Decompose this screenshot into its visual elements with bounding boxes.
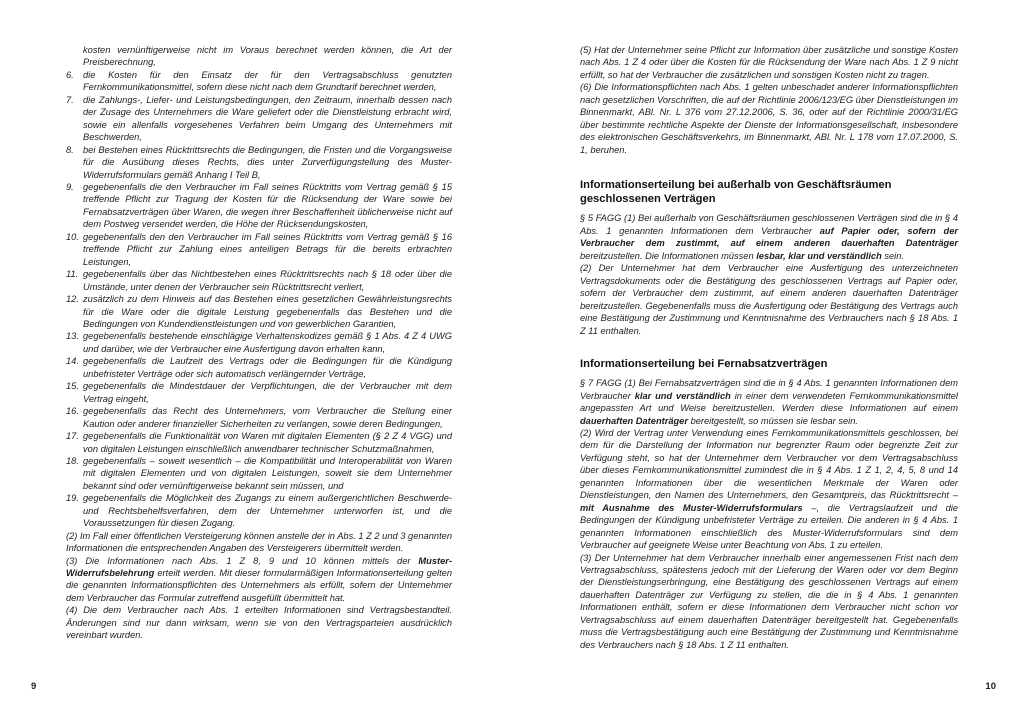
list-item	[66, 455, 452, 492]
s5-bold-b: auf Papier oder, sofern der Verbraucher dem zustimmt, auf einem anderen dauerhaften Datenträger	[580, 225, 959, 249]
list-item-number: 14.	[66, 356, 79, 367]
paragraph-2: (2) Im Fall einer öffentlichen Versteigerung können anstelle der in Abs. 1 Z 2 und 3 genannten Informationen die entsprechenden Angaben des Versteigerers übermittelt werden.	[66, 530, 452, 554]
s7-1-bold-b: klar und verständlich	[634, 390, 731, 401]
paragraph-3-text-c: erteilt werden. Mit dieser formularmäßigen Informationserteilung gelten die genannten Informationspflichten des Unternehmers als erfüllt, sofern der Unternehmer dem Verbraucher das Formular zutreffend ausgefüllt übermittelt hat.	[66, 568, 452, 603]
list-item-text: zusätzlich zu dem Hinweis auf das Bestehen eines gesetzlichen Gewährleistungsrechts für die Ware oder die digitale Leistung gegebenenfalls das Bestehen und die Bedingungen von Kundendienstleistungen und von gewerblichen Garantien,	[83, 294, 452, 329]
list-item-text: gegebenenfalls den den Verbraucher im Fall seines Rücktritts vom Vertrag gemäß § 16 treffende Pflicht zur Zahlung eines anteiligen Betrags für die bereits erbrachten Leistungen,	[83, 231, 452, 267]
paragraph-6: (6) Die Informationspflichten nach Abs. 1 gelten unbeschadet anderer Informationspflichten nach gesetzlichen Vorschriften, die auf der Richtlinie 2006/123/EG über Dienstleistungen im Binnenmarkt, ABl. Nr. L 376 vom 27.12.2006, S. 36, oder auf der Richtlinie 2000/31/EG über bestimmte rechtliche Aspekte der Dienste der Informationsgesellschaft, insbesondere des elektronischen Geschäftsverkehrs, im Binnenmarkt, ABl. Nr. L 178 vom 17.07.2000, S. 1, beruhen.	[580, 82, 958, 155]
section-7-paragraph-2	[580, 427, 958, 552]
list-item-number: 15.	[66, 381, 79, 392]
information-list	[66, 69, 452, 530]
s7-2-text-c: –, die Vertragslaufzeit und die Bedingungen der Kündigung unbefristeter Verträge zu erteilen. Die anderen in § 4 Abs. 1 genannten Informationen einschließlich des Muster-Widerrufsformulars sind dem Verbraucher auf geeignete Weise unter Beachtung von Abs. 1 zu erteilen.	[580, 502, 958, 551]
paragraph-4: (4) Die dem Verbraucher nach Abs. 1 erteilten Informationen sind Vertragsbestandteil. Änderungen sind nur dann wirksam, wenn sie von den Vertragsparteien ausdrücklich vereinbart wurden.	[66, 605, 452, 641]
s7-1-text-c: in einer dem verwendeten Fernkommunikationsmittel angepassten Art und Weise bereitzustellen. Werden diese Informationen auf einem	[580, 390, 958, 414]
paragraph-3	[66, 555, 452, 605]
s5-bold-d: lesbar, klar und verständlich	[756, 250, 882, 261]
s7-1-text-a: § 7 FAGG (1) Bei Fernabsatzverträgen sind die in § 4 Abs. 1 genannten Informationen dem Verbraucher	[580, 378, 958, 401]
list-item	[66, 492, 452, 529]
list-item-text: gegebenenfalls die Laufzeit des Vertrags oder die Bedingungen für die Kündigung unbefristeter Verträge oder sich automatisch verlängernder Verträge,	[83, 356, 452, 379]
s7-2-bold-b: mit Ausnahme des Muster-Widerrufsformulars	[580, 502, 803, 513]
list-item-text: gegebenenfalls bestehende einschlägige Verhaltenskodizes gemäß § 1 Abs. 4 Z 4 UWG und darüber, wie der Verbraucher eine Ausfertigung davon erhalten kann,	[83, 331, 452, 354]
list-item-text: gegebenenfalls – soweit wesentlich – die Kompatibilität und Interoperabilität von Waren mit digitalen Elementen und von digitalen Leistungen, soweit sie dem Unternehmer bekannt sind oder vernünftigerweise bekannt sein müssen, und	[83, 455, 452, 491]
s7-1-text-e: bereitgestellt, so müssen sie lesbar sein.	[687, 415, 858, 426]
s5-text-a: § 5 FAGG (1) Bei außerhalb von Geschäftsräumen geschlossenen Verträgen sind die in § 4 Abs. 1 genannten Informationen dem Verbraucher	[580, 213, 958, 236]
list-item-number: 16.	[66, 406, 79, 417]
list-item	[66, 231, 452, 268]
list-item	[66, 293, 452, 330]
list-item-text: gegebenenfalls das Recht des Unternehmers, vom Verbraucher die Stellung einer Kaution oder anderer finanzieller Sicherheiten zu verlangen, sowie deren Bedingungen,	[83, 406, 452, 429]
list-item	[66, 181, 452, 231]
page-number-right: 10	[985, 681, 996, 692]
list-item-number: 10.	[66, 231, 79, 242]
section-heading-distance-contracts: Informationserteilung bei Fernabsatzverträgen	[580, 358, 828, 371]
list-item-number: 6.	[66, 69, 74, 80]
list-item-text: die Zahlungs-, Liefer- und Leistungsbedingungen, den Zeitraum, innerhalb dessen nach der Zusage des Unternehmers die Ware geliefert oder die Dienstleistung erbracht wird, sowie ein allenfalls vorgesehenes Verfahren beim Umgang des Unternehmers mit Beschwerden,	[83, 94, 452, 143]
list-item	[66, 430, 452, 455]
page-number-left: 9	[31, 681, 37, 692]
right-page	[512, 0, 1024, 726]
list-item	[66, 144, 452, 181]
section-7-paragraph-1	[580, 377, 958, 427]
paragraph-5: (5) Hat der Unternehmer seine Pflicht zur Information über zusätzliche und sonstige Kosten nach Abs. 1 Z 4 oder über die Kosten für die Rücksendung der Ware nach Abs. 1 Z 9 nicht erfüllt, so hat der Verbraucher die zusätzlichen und sonstigen Kosten nicht zu tragen.	[580, 45, 958, 80]
section-7-paragraph-3: (3) Der Unternehmer hat dem Verbraucher innerhalb einer angemessenen Frist nach dem Vertragsabschluss, spätestens jedoch mit der Lieferung der Waren oder vor dem Beginn der Dienstleistungserbringung, eine Bestätigung des geschlossenen Vertrags auf einem dauerhaften Datenträger zur Verfügung zu stellen, die die in § 4 Abs. 1 genannten Informationen enthält, sofern er diese Informationen dem Verbraucher nicht schon vor Vertragsabschluss auf einem dauerhaften Datenträger bereitgestellt hat. Gegebenenfalls muss die Vertragsbestätigung auch eine Bestätigung der Zustimmung und Kenntnisnahme des Verbrauchers nach § 18 Abs. 1 Z 11 enthalten.	[580, 552, 958, 650]
paragraph-3-bold: Muster-Widerrufsbelehrung	[66, 555, 452, 579]
s7-2-text-a: (2) Wird der Vertrag unter Verwendung eines Fernkommunikationsmittels geschlossen, bei dem für die Darstellung der Information nur begrenzter Raum oder begrenzte Zeit zur Verfügung steht, so hat der Unternehmer dem Verbraucher vor dem Vertragsabschluss über dieses Fernkommunikationsmittel zumindest die in § 4 Abs. 1 Z 1, 2, 4, 5, 8 und 14 genannten Informationen über die wesentlichen Merkmale der Waren oder Dienstleistungen, den Namen des Unternehmers, den Gesamtpreis, das Rücktrittsrecht –	[580, 428, 958, 501]
list-item	[66, 355, 452, 380]
list-item-number: 13.	[66, 331, 79, 342]
list-item	[66, 330, 452, 355]
list-item-text: gegebenenfalls die Möglichkeit des Zugangs zu einem außergerichtlichen Beschwerde- und Rechtsbehelfsverfahren, dem der Unternehmer unterworfen ist, und die Voraussetzungen für diesen Zugang.	[83, 493, 452, 529]
list-item	[66, 380, 452, 405]
list-item-text: die Kosten für den Einsatz der für den Vertragsabschluss genutzten Fernkommunikationsmittel, sofern diese nicht nach dem Grundtarif berechnet werden,	[83, 69, 452, 93]
list-item-text: gegebenenfalls über das Nichtbestehen eines Rücktrittsrechts nach § 18 oder über die Umstände, unter denen der Verbraucher sein Rücktrittsrecht verliert,	[83, 269, 452, 292]
list-item-number: 17.	[66, 431, 79, 442]
list-item-text: gegebenenfalls die Mindestdauer der Verpflichtungen, die der Verbraucher mit dem Vertrag eingeht,	[83, 381, 452, 404]
list-item	[66, 405, 452, 430]
s5-text-e: sein.	[881, 250, 905, 261]
list-item-number: 9.	[66, 181, 74, 192]
list-item-text: gegebenenfalls die den Verbraucher im Fall seines Rücktritts vom Vertrag gemäß § 15 treffende Pflicht zur Tragung der Kosten für die Rücksendung der Ware sowie bei Fernabsatzverträgen über Waren, die wegen ihrer Beschaffenheit üblicherweise nicht auf dem Postweg versendet werden, die Höhe der Rücksendungskosten,	[83, 181, 452, 230]
intro-continuation: kosten vernünftigerweise nicht im Voraus berechnet werden können, die Art der Preisberechnung,	[83, 45, 452, 68]
section-5-paragraph-1	[580, 212, 958, 262]
s7-1-bold-d: dauerhaften Datenträger	[580, 415, 688, 426]
list-item-number: 11.	[66, 269, 79, 280]
s5-text-c: bereitzustellen. Die Informationen müssen	[580, 250, 757, 261]
list-item-text: gegebenenfalls die Funktionalität von Waren mit digitalen Elementen (§ 2 Z 4 VGG) und von digitalen Leistungen einschließlich anwendbarer technischer Schutzmaßnahmen,	[83, 431, 452, 454]
list-item	[66, 69, 452, 94]
list-item-number: 18.	[66, 455, 79, 466]
paragraph-3-text-a: (3) Die Informationen nach Abs. 1 Z 8, 9 und 10 können mittels der	[66, 555, 419, 566]
list-item-number: 8.	[66, 144, 74, 155]
list-item-number: 19.	[66, 493, 79, 504]
section-5-paragraph-2: (2) Der Unternehmer hat dem Verbraucher eine Ausfertigung des unterzeichneten Vertragsdokuments oder die Bestätigung des geschlossenen Vertrags auf Papier oder, sofern der Verbraucher dem zustimmt, auf einem anderen dauerhaften Datenträger bereitzustellen. Gegebenenfalls muss die Ausfertigung oder Bestätigung des Vertrags auch eine Bestätigung der Zustimmung und Kenntnisnahme des Verbrauchers nach § 18 Abs. 1 Z 11 enthalten.	[580, 263, 958, 336]
list-item-number: 7.	[66, 94, 74, 105]
list-item	[66, 94, 452, 144]
section-heading-offsite-contracts: Informationserteilung bei außerhalb von Geschäftsräumen geschlossenen Verträgen	[580, 179, 892, 206]
list-item	[66, 268, 452, 293]
list-item-text: bei Bestehen eines Rücktrittsrechts die Bedingungen, die Fristen und die Vorgangsweise für die Ausübung dieses Rechts, dies unter Zurverfügungstellung des Muster-Widerrufsformulars gemäß Anhang I Teil B,	[83, 144, 452, 180]
list-item-number: 12.	[66, 294, 79, 305]
right-column	[580, 44, 958, 651]
left-column	[66, 44, 452, 642]
